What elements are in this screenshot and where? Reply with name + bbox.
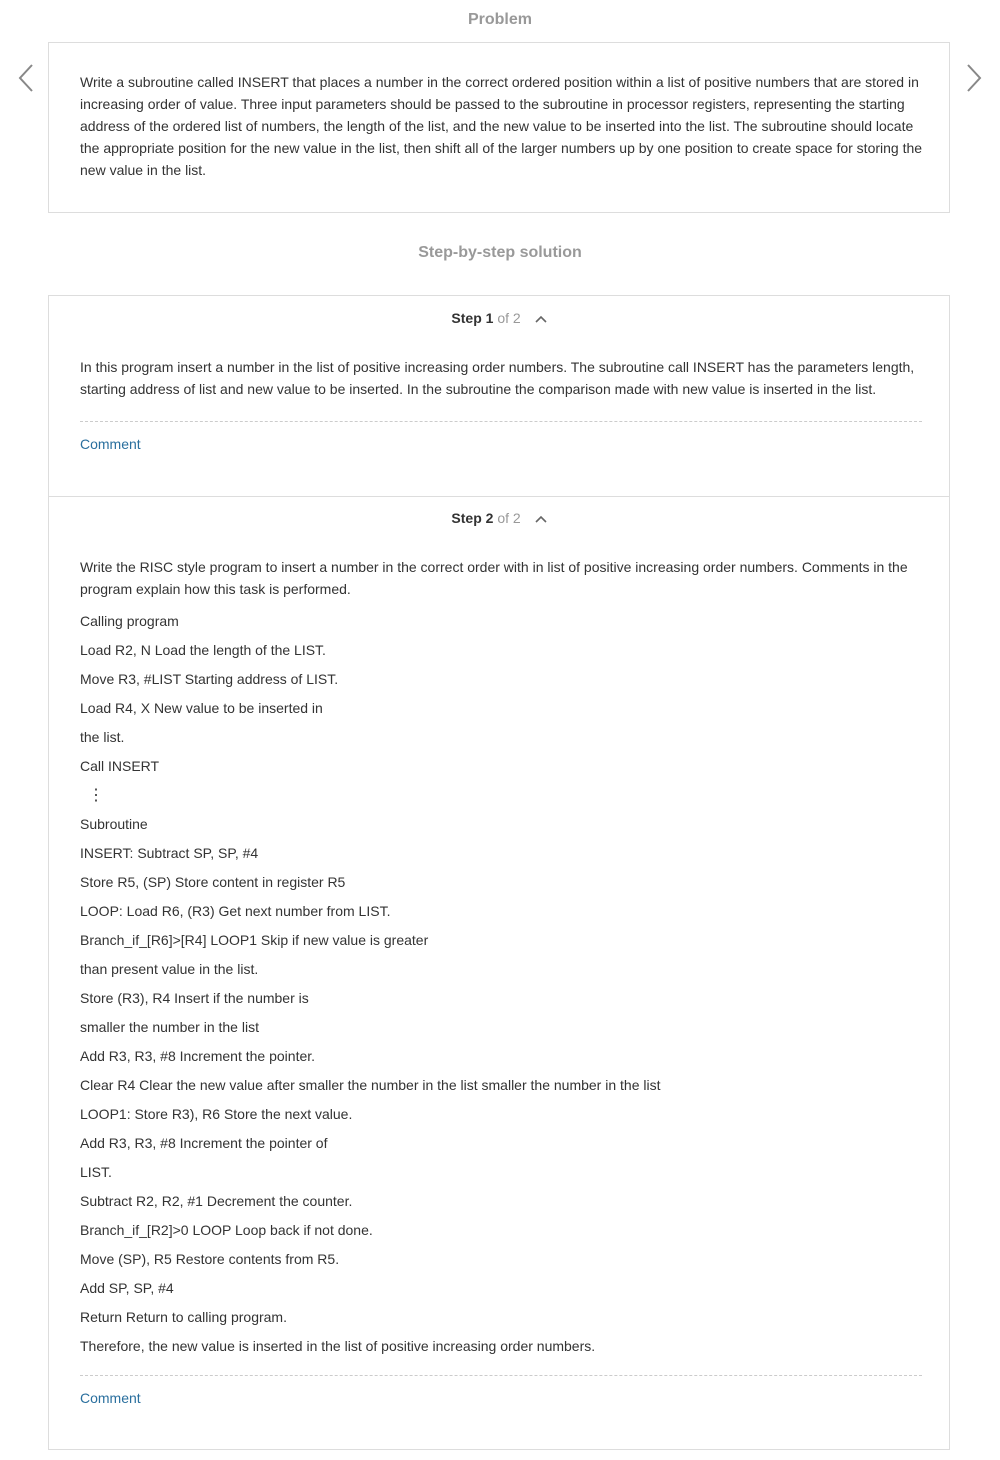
code-line: LIST. (80, 1164, 112, 1180)
code-line: LOOP: Load R6, (R3) Get next number from LIST. (80, 903, 391, 919)
problem-title: Problem (467, 11, 532, 28)
step-2-conclusion: Therefore, the new value is inserted in the list of positive increasing order numbers. (80, 1338, 596, 1354)
code-line: than present value in the list. (80, 961, 259, 977)
chevron-up-icon[interactable] (535, 508, 547, 528)
code-line: Move R3, #LIST Starting address of LIST. (80, 671, 339, 687)
code-line: Add SP, SP, #4 (80, 1280, 174, 1296)
code-line: Add R3, R3, #8 Increment the pointer. (80, 1048, 316, 1064)
step-1-label: Step 1 (451, 310, 494, 326)
solution-title: Step-by-step solution (418, 244, 582, 261)
step-2-body (80, 556, 926, 1361)
code-line: Branch_if_[R2]>0 LOOP Loop back if not done. (80, 1222, 373, 1238)
step-1-count: of 2 (497, 310, 521, 326)
step-2-comment-link[interactable]: Comment (80, 1390, 141, 1406)
code-line: INSERT: Subtract SP, SP, #4 (80, 845, 259, 861)
code-line: Subroutine (80, 816, 148, 832)
code-line: Store R5, (SP) Store content in register R5 (80, 874, 346, 890)
code-line: Calling program (80, 613, 179, 629)
problem-box (48, 42, 950, 213)
step-2-label: Step 2 (451, 510, 494, 526)
code-line: Return Return to calling program. (80, 1309, 287, 1325)
step-2-divider (80, 1375, 922, 1376)
code-line: Branch_if_[R6]>[R4] LOOP1 Skip if new value is greater (80, 932, 429, 948)
code-line: Load R4, X New value to be inserted in (80, 700, 323, 716)
code-line: Call INSERT (80, 758, 160, 774)
vertical-ellipsis: ⋮ (88, 787, 104, 804)
step-2-count: of 2 (497, 510, 521, 526)
code-line: Subtract R2, R2, #1 Decrement the counter. (80, 1193, 353, 1209)
step-2-intro: Write the RISC style program to insert a number in the correct order with in list of positive increasing order numbers. Comments in the program explain how this task is performed. (80, 559, 908, 597)
code-line: Move (SP), R5 Restore contents from R5. (80, 1251, 340, 1267)
step-1-divider (80, 421, 922, 422)
chevron-up-icon[interactable] (535, 308, 547, 328)
code-line: smaller the number in the list (80, 1019, 259, 1035)
code-line: Clear R4 Clear the new value after smaller the number in the list smaller the number in the list (80, 1077, 661, 1093)
code-line: Add R3, R3, #8 Increment the pointer of (80, 1135, 328, 1151)
step-2-header[interactable] (49, 508, 949, 528)
code-line: LOOP1: Store R3), R6 Store the next value. (80, 1106, 353, 1122)
problem-text: Write a subroutine called INSERT that places a number in the correct ordered position within a list of positive numbers that are stored in increasing order of value. Three input parameters should be passed to the subroutine in processor registers, representing the starting address of the ordered list of numbers, the length of the list, and the new value to be inserted into the list. The subroutine should locate the appropriate position for the new value in the list, then shift all of the larger numbers up by one position to create space for storing the new value in the list. (80, 74, 923, 178)
previous-arrow-icon[interactable] (14, 60, 38, 96)
step-1 (49, 296, 949, 497)
code-line: Store (R3), R4 Insert if the number is (80, 990, 309, 1006)
step-1-comment-link[interactable]: Comment (80, 436, 141, 452)
code-line: Load R2, N Load the length of the LIST. (80, 642, 326, 658)
step-1-text: In this program insert a number in the list of positive increasing order numbers. The subroutine call INSERT has the parameters length, starting address of list and new value to be inserted. In the subroutine the comparison made with new value is inserted in the list. (80, 359, 915, 397)
steps-container (48, 295, 950, 1450)
next-arrow-icon[interactable] (962, 60, 986, 96)
code-line: the list. (80, 729, 125, 745)
step-2 (49, 496, 949, 1450)
step-1-header[interactable] (49, 308, 949, 328)
